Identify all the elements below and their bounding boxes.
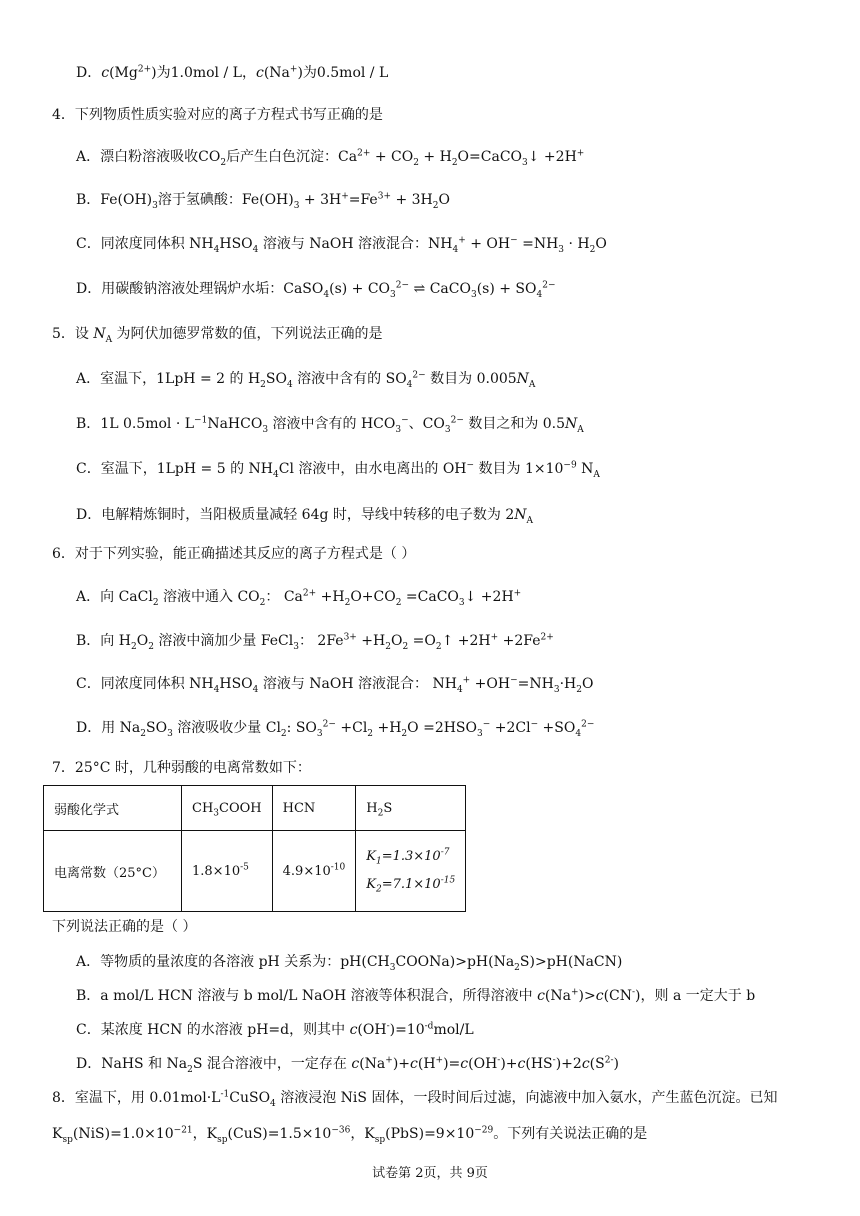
table-header-row xyxy=(44,786,466,831)
q5-option-c: C．室温下，1LpH = 5 的 $NH_4Cl$ 溶液中，由水电离出的 OH− 数目为 $1\times 10^{-9}$ $N_A$ xyxy=(76,460,600,480)
question-4-stem: 4．下列物质性质实验对应的离子方程式书写正确的是 xyxy=(52,107,383,123)
question-7-prompt: 下列说法正确的是（ ） xyxy=(52,919,197,935)
q6-option-a: A．向 CaCl$_2$ 溶液中通入 $CO_2$： $Ca^{2+} +H_2O+CO_2$ =CaCO$_3$↓ +2H+ xyxy=(76,588,522,608)
ionization-constant-table xyxy=(43,785,466,912)
table-header-cell: HCN xyxy=(272,786,356,831)
table-header-cell: 弱酸化学式 xyxy=(44,786,182,831)
q5-option-a: A．室温下，1LpH = 2 的 $H_2SO_4$ 溶液中含有的 $SO_4^{2-}$ 数目为 $0.005N_A$ xyxy=(76,370,536,390)
q4-option-a: A．漂白粉溶液吸收$CO_2$后产生白色沉淀：$Ca^{2+} + CO_2$ + $H_2O=CaCO_3↓ +2H^+$ xyxy=(76,148,585,168)
table-header-cell: $H_2S$ xyxy=(356,786,466,831)
q5-option-b: B．1L $0.5mol \cdot L^{-1}NaHCO_3$ 溶液中含有的 $HCO_3^-$、$CO_3^{2-}$ 数目之和为 $0.5N_A$ xyxy=(76,415,584,435)
q7-option-c: C．某浓度 HCN 的水溶液 pH=d，则其中 $c(OH^-)=10^{-d}mol/L$ xyxy=(76,1021,474,1038)
table-cell: 电离常数（25°C） xyxy=(44,831,182,912)
q6-option-b: B．向 $H_2O_2$ 溶液中滴加少量 FeCl$_3$： $2Fe^{3+} +H_2O_2$ $=O_2↑ +2H^+ +2Fe^{2+}$ xyxy=(76,632,554,652)
table-row xyxy=(44,831,466,912)
k2-value: $K_2=7.1\times 10^{-15}$ xyxy=(366,875,456,895)
question-6-stem: 6．对于下列实验，能正确描述其反应的离子方程式是（ ） xyxy=(52,546,416,562)
table-cell: $1.8\times 10^{-5}$ xyxy=(182,831,273,912)
q4-option-d: D．用碳酸钠溶液处理锅炉水垢：CaSO$_4$(s) + $CO_3^{2-}$ ⇌ CaCO$_3$(s) + $SO_4^{2-}$ xyxy=(76,280,556,300)
table-header-cell: $CH_3COOH$ xyxy=(182,786,273,831)
q6-option-c: C．同浓度同体积 $NH_4HSO_4$ 溶液与 NaOH 溶液混合： $NH_4^+ +OH^-=NH_3\cdot H_2O$ xyxy=(76,675,594,695)
q6-option-d: D．用 $Na_2SO_3$ 溶液吸收少量 $Cl_2$: $SO_3^{2-} +Cl_2 +H_2O =2HSO_3^- +2Cl^- +SO_4^{2-}$ xyxy=(76,719,595,739)
q3-option-d: D．$c(Mg^{2+})$为1.0mol / L，c(Na+)为0.5mol / L xyxy=(76,64,389,81)
k1-value: $K_1=1.3\times 10^{-7}$ xyxy=(366,847,450,867)
q4-option-b: B．$Fe(OH)_3$溶于氢碘酸：$Fe(OH)_3 + 3H^+=Fe^{3+} + 3H_2O$ xyxy=(76,191,450,211)
q7-option-a: A．等物质的量浓度的各溶液 pH 关系为：$pH(CH_3COONa)>pH(Na_2S)>pH(NaCN)$ xyxy=(76,954,623,973)
table-cell xyxy=(356,831,466,912)
q7-option-d: D．NaHS 和 $Na_2S$ 混合溶液中，一定存在 $c(Na^+)+c(H^+)=c(OH^-)+c(HS^-)+2c(S^{2-})$ xyxy=(76,1055,619,1075)
question-5-stem: 5．设 $N_A$ 为阿伏加德罗常数的值，下列说法正确的是 xyxy=(52,326,383,345)
q7-option-b: B．a mol/L HCN 溶液与 b mol/L NaOH 溶液等体积混合，所得溶液中 c(Na+)>c(CN-)，则 a 一定大于 b xyxy=(76,987,756,1004)
question-7-stem: 7．25°C 时，几种弱酸的电离常数如下： xyxy=(52,760,311,776)
page-footer: 试卷第 2页，共 9页 xyxy=(372,1166,488,1181)
question-8-stem-line-1: 8．室温下，用 $0.01mol\cdot L^{-1}CuSO_4$ 溶液浸泡 NiS 固体，一段时间后过滤，向滤液中加入氨水，产生蓝色沉淀。已知 xyxy=(52,1089,778,1109)
q5-option-d: D．电解精炼铜时，当阳极质量减轻 64g 时，导线中转移的电子数为 $2N_A$ xyxy=(76,507,534,526)
question-8-stem-line-2: $K_{sp}(NiS)=1.0\times 10^{-21}$，$K_{sp}(CuS)=1.5\times 10^{-36}$，$K_{sp}(PbS)=9\times 10^{-29}$。下列有关说法正确的是 xyxy=(52,1125,648,1145)
q4-option-c: C．同浓度同体积 $NH_4HSO_4$ 溶液与 NaOH 溶液混合：$NH_4^+ + OH^- =NH_3 \cdot H_2O$ xyxy=(76,235,607,255)
table-cell: $4.9\times 10^{-10}$ xyxy=(272,831,356,912)
